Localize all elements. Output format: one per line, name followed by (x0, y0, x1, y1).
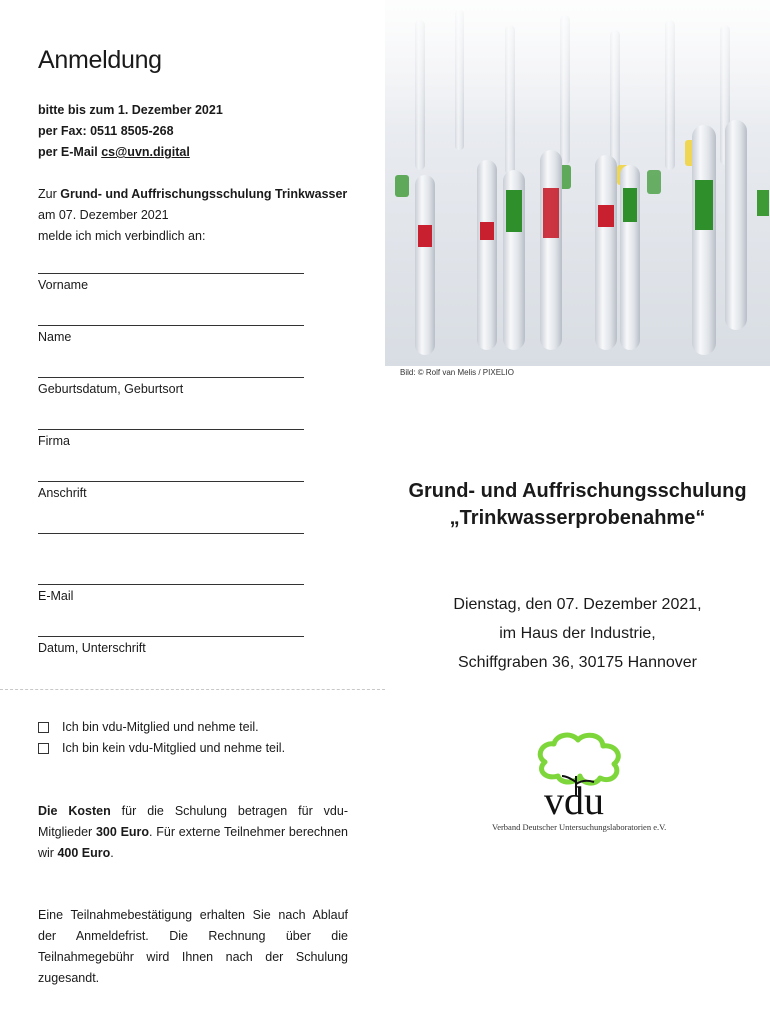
input-line[interactable] (38, 429, 304, 430)
costs-text-3: . (110, 846, 114, 860)
tree-icon (490, 726, 670, 826)
course-title-line-1: Grund- und Auffrischungsschulung (408, 480, 747, 502)
field-label: Datum, Unterschrift (38, 641, 146, 655)
logo-caption: Verband Deutscher Untersuchungslaboratorien e.V. (492, 822, 667, 832)
vdu-logo (490, 726, 670, 836)
costs-bold-2: 300 Euro (95, 825, 150, 839)
field-label: Firma (38, 434, 70, 448)
email-link[interactable]: cs@uvn.digital (101, 145, 190, 159)
field-vorname[interactable] (38, 273, 304, 292)
contact-block (38, 100, 223, 163)
register-line: melde ich mich verbindlich an: (38, 229, 206, 243)
field-label: Geburtsdatum, Geburtsort (38, 382, 184, 396)
option-non-member[interactable] (38, 741, 285, 755)
option-member[interactable] (38, 720, 259, 734)
field-label: Vorname (38, 278, 89, 292)
event-date: Dienstag, den 07. Dezember 2021, (453, 596, 702, 613)
input-line[interactable] (38, 481, 304, 482)
field-datum-unterschrift[interactable] (38, 636, 304, 655)
logo-text: vdu (544, 778, 604, 823)
checkbox-non-member[interactable] (38, 743, 49, 754)
option-non-member-label: Ich bin kein vdu-Mitglied und nehme teil. (62, 741, 286, 755)
event-address: Schiffgraben 36, 30175 Hannover (458, 654, 697, 671)
field-geburtsdatum[interactable] (38, 377, 304, 396)
field-label: Anschrift (38, 486, 87, 500)
input-line[interactable] (38, 325, 304, 326)
course-title-line-2: „Trinkwasserprobenahme“ (449, 507, 706, 529)
field-label: Name (38, 330, 72, 344)
confirmation-paragraph: Eine Teilnahmebestätigung erhalten Sie nach Ablauf der Anmeldefrist. Die Rechnung über die Teilnahmegebühr wird Ihnen nach der Schulung zugesandt. (38, 908, 348, 985)
field-label: E-Mail (38, 589, 74, 603)
input-line[interactable] (38, 377, 304, 378)
email-line (38, 142, 223, 163)
deadline-text: bitte bis zum 1. Dezember 2021 (38, 103, 223, 117)
input-line[interactable] (38, 584, 304, 585)
form-heading: Anmeldung (38, 46, 162, 74)
field-name[interactable] (38, 325, 304, 344)
test-tubes-photo (385, 0, 770, 366)
fax-text: per Fax: 0511 8505-268 (38, 124, 174, 138)
course-title (385, 478, 770, 532)
option-member-label: Ich bin vdu-Mitglied und nehme teil. (62, 720, 259, 734)
costs-text-2: . Für externe Teilnehmer berechnen wir (38, 825, 348, 860)
costs-text-1: für die Schulung betragen für vdu-Mitglieder (38, 804, 348, 839)
test-tubes-illustration (385, 0, 770, 366)
date-line: am 07. Dezember 2021 (38, 208, 169, 222)
input-line[interactable] (38, 533, 304, 534)
intro-block (38, 184, 347, 247)
field-email[interactable] (38, 584, 304, 603)
costs-paragraph (38, 801, 348, 864)
course-name: Grund- und Auffrischungsschulung Trinkwasser (60, 187, 348, 201)
field-anschrift[interactable] (38, 481, 304, 500)
input-line[interactable] (38, 636, 304, 637)
checkbox-member[interactable] (38, 722, 49, 733)
email-prefix: per E-Mail (38, 145, 102, 159)
event-venue: im Haus der Industrie, (499, 625, 656, 642)
intro-prefix: Zur (38, 187, 61, 201)
photo-credit: Bild: © Rolf van Melis / PIXELIO (400, 368, 514, 377)
costs-bold-1: Die Kosten (38, 804, 111, 818)
input-line[interactable] (38, 273, 304, 274)
field-anschrift-2[interactable] (38, 533, 304, 538)
field-firma[interactable] (38, 429, 304, 448)
cut-line (0, 689, 385, 690)
costs-bold-3: 400 Euro (57, 846, 111, 860)
event-details (385, 590, 770, 677)
course-line (38, 184, 347, 205)
